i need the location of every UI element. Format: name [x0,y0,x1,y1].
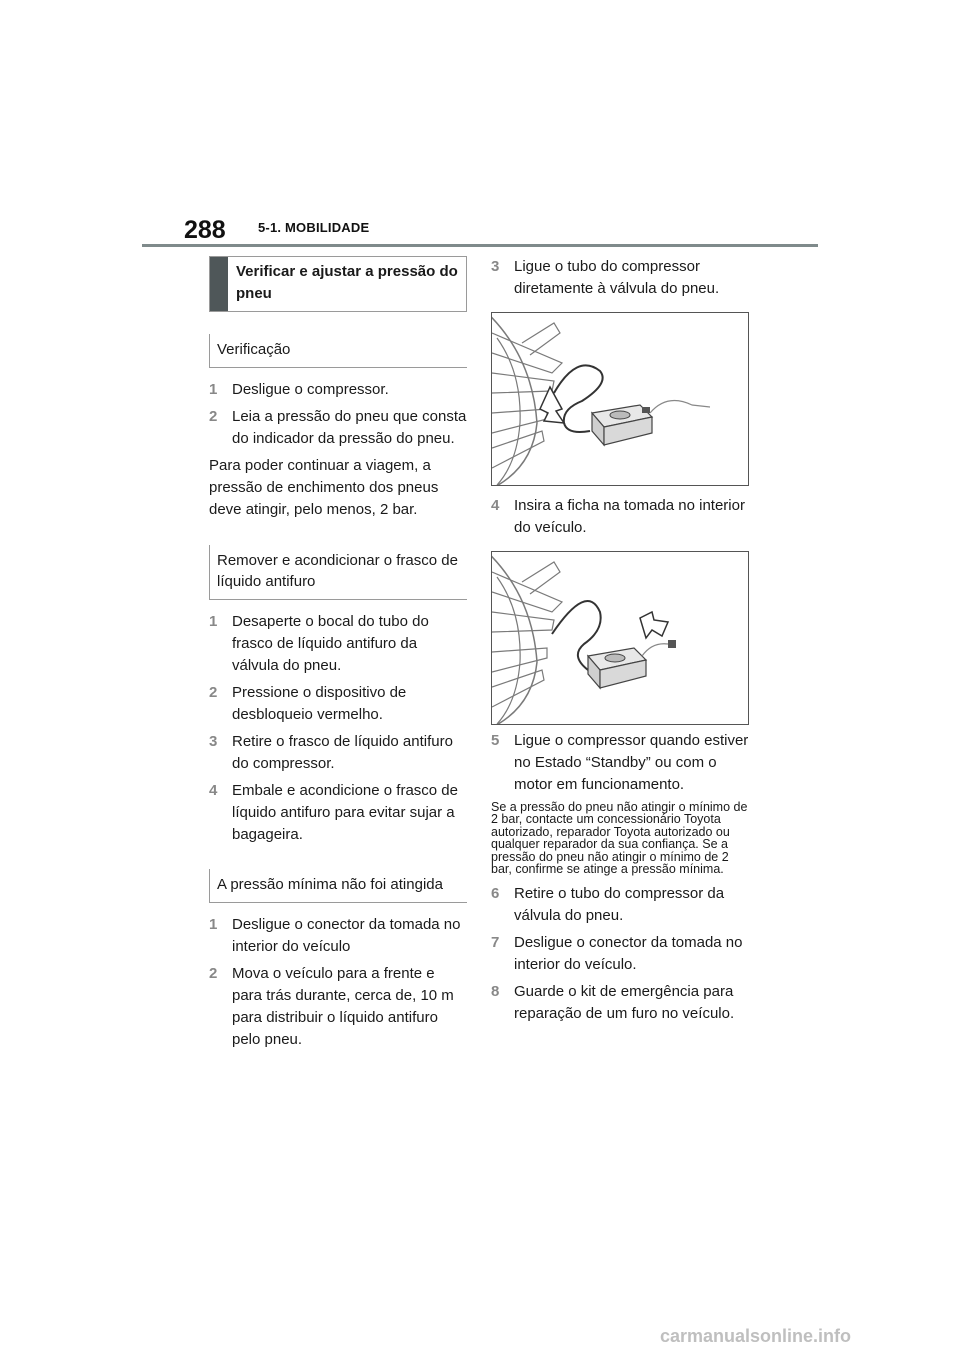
page-number: 288 [184,216,226,244]
right-column [491,256,749,1030]
header-divider [142,244,818,247]
tire-plug-illustration [492,552,748,724]
step-number: 1 [209,381,218,398]
list-item [209,406,467,450]
step-text: Desligue o conector da tomada no interior do veículo. [514,934,743,974]
step-text: Mova o veículo para a frente e para trás durante, cerca de, 10 m para distribuir o líquido antifuro pelo pneu. [232,965,454,1048]
list-item [491,730,749,796]
left-column [209,256,467,1056]
step-text: Desligue o conector da tomada no interior do veículo [232,916,461,955]
section-title: 5-1. MOBILIDADE [258,220,370,235]
step-number: 3 [209,733,218,750]
step-number: 2 [209,684,218,701]
list-item [491,883,749,927]
step-number: 5 [491,732,500,749]
figure-compressor-plug [491,551,749,725]
step-text: Pressione o dispositivo de desbloqueio vermelho. [232,684,407,723]
step-number: 1 [209,916,218,933]
watermark[interactable]: carmanualsonline.info [660,1326,852,1346]
step-text: Desaperte o bocal do tubo do frasco de líquido antifuro da válvula do pneu. [232,613,429,674]
main-heading-text: Verificar e ajustar a pressão do pneu [236,263,458,302]
list-item [491,981,749,1025]
step-text: Retire o frasco de líquido antifuro do compressor. [232,733,453,772]
list-item [491,256,749,300]
step-number: 4 [491,497,500,514]
step-text: Desligue o compressor. [232,381,389,398]
page-header [0,0,960,250]
step-number: 3 [491,258,500,275]
heading-accent-bar [210,257,228,311]
step-number: 6 [491,885,500,903]
step-number: 4 [209,782,218,799]
step-number: 8 [491,983,500,1001]
step-text: Retire o tubo do compressor da válvula do pneu. [514,885,725,925]
compressor-body-2 [588,648,646,688]
step-number: 2 [209,965,218,982]
figure-compressor-valve [491,312,749,486]
list-item [209,963,467,1051]
list-item [209,914,467,958]
list-item [491,495,749,539]
list-item [209,611,467,677]
tire-compressor-illustration [492,313,748,485]
subheading-pressao-minima: A pressão mínima não foi atingida [209,869,467,903]
step-number: 2 [209,408,218,425]
subheading-verificacao: Verificação [209,334,467,368]
step-text: Guarde o kit de emergência para reparação de um furo no veículo. [514,983,735,1023]
list-item [209,731,467,775]
step-text: Ligue o compressor quando estiver no Estado “Standby” ou com o motor em funcionamento. [514,732,749,793]
step-text: Insira a ficha na tomada no interior do veículo. [514,497,745,536]
step-number: 7 [491,934,500,952]
step-text: Embale e acondicione o frasco de líquido antifuro para evitar sujar a bagageira. [232,782,458,843]
paragraph: Para poder continuar a viagem, a pressão de enchimento dos pneus deve atingir, pelo menos, 2 bar. [209,457,439,518]
list-item [209,379,467,401]
list-item [491,932,749,976]
main-heading [209,256,467,312]
note-text: Se a pressão do pneu não atingir o mínimo de 2 bar, contacte um concessionário Toyota autorizado, reparador Toyota autorizado ou qualquer reparador da sua confiança. Se a pressão do pneu não atingir o mínimo de 2 bar, confirme se atinge a pressão mínima. [491,800,748,877]
list-item [209,780,467,846]
step-number: 1 [209,613,218,630]
step-text: Ligue o tubo do compressor diretamente à válvula do pneu. [514,258,720,297]
step-text: Leia a pressão do pneu que consta do indicador da pressão do pneu. [232,408,467,447]
list-item [209,682,467,726]
subheading-remover: Remover e acondicionar o frasco de líquido antifuro [209,545,467,600]
